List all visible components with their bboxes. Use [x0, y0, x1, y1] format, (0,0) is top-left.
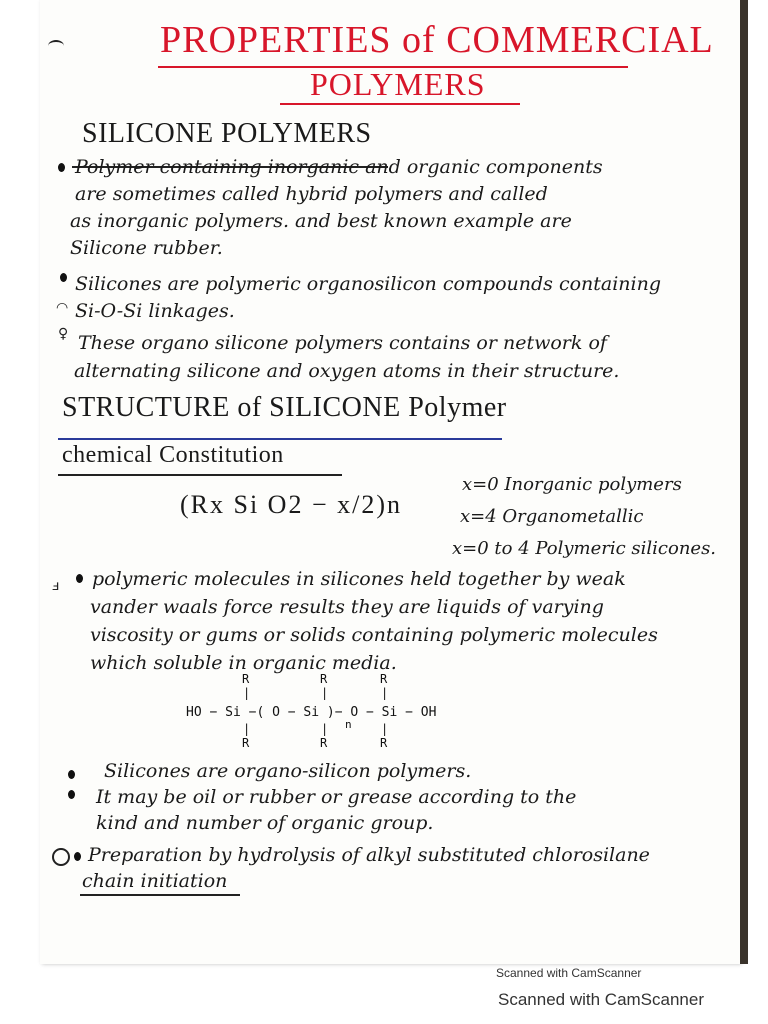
page-corner-mark	[48, 40, 64, 52]
text-line: Silicones are organo-silicon polymers.	[104, 760, 472, 782]
bond-line: |	[321, 686, 329, 700]
margin-mark-icon: ⅎ	[52, 578, 60, 594]
title-underline-2	[280, 103, 520, 105]
chem-backbone: HO − Si −( O − Si )− O − Si − OH	[186, 705, 437, 720]
bond-line: |	[381, 722, 389, 736]
r-group: R	[320, 736, 328, 750]
text-line: viscosity or gums or solids containing polymeric molecules	[90, 624, 658, 646]
r-group: R	[380, 736, 388, 750]
bullet-dot	[68, 790, 75, 799]
subheading-underline	[58, 474, 342, 476]
r-group: R	[320, 672, 328, 686]
text-line: which soluble in organic media.	[90, 652, 397, 674]
formula-note: x=0 Inorganic polymers	[462, 474, 682, 495]
title-line-2: POLYMERS	[310, 66, 486, 102]
text-line: alternating silicone and oxygen atoms in their structure.	[74, 360, 620, 382]
formula-note: x=4 Organometallic	[460, 506, 644, 527]
general-formula: (Rx Si O2 − x/2)n	[180, 490, 403, 519]
bullet-dot	[74, 852, 81, 861]
r-group: R	[242, 672, 250, 686]
r-group: R	[242, 736, 250, 750]
text-line: Silicone rubber.	[70, 237, 223, 259]
bond-line: |	[321, 722, 329, 736]
heading-structure: STRUCTURE of SILICONE Polymer	[62, 392, 507, 423]
page-edge-shadow	[740, 0, 748, 964]
text-line: Preparation by hydrolysis of alkyl substituted chlorosilane	[88, 844, 650, 866]
text-line: are sometimes called hybrid polymers and called	[75, 183, 548, 205]
scanner-stamp: Scanned with CamScanner	[496, 966, 642, 980]
heading-underline	[58, 438, 502, 440]
text-line: kind and number of organic group.	[96, 812, 434, 834]
formula-note: x=0 to 4 Polymeric silicones.	[452, 538, 717, 559]
repeat-subscript: n	[345, 718, 352, 731]
bullet-dot	[60, 273, 67, 282]
bullet-dot	[58, 163, 65, 172]
text-line: Silicones are polymeric organosilicon compounds containing	[75, 273, 662, 295]
subheading-constitution: chemical Constitution	[62, 442, 284, 468]
margin-circle-icon	[52, 848, 70, 866]
scanner-stamp-bottom: Scanned with CamScanner	[498, 990, 705, 1009]
margin-mark-icon: ◠	[56, 300, 69, 316]
text-line: These organo silicone polymers contains or network of	[78, 332, 607, 354]
text-line: polymeric molecules in silicones held together by weak	[92, 568, 626, 590]
bond-line: |	[243, 722, 251, 736]
r-group: R	[380, 672, 388, 686]
bond-line: |	[243, 686, 251, 700]
title-line-1: PROPERTIES of COMMERCIAL	[160, 19, 714, 61]
bond-line: |	[381, 686, 389, 700]
text-line: Polymer containing inorganic and organic components	[75, 156, 603, 178]
text-line: vander waals force results they are liquids of varying	[90, 596, 604, 618]
text-line: It may be oil or rubber or grease according to the	[96, 786, 577, 808]
bullet-dot	[76, 574, 83, 583]
chain-initiation-label: chain initiation	[82, 870, 228, 892]
text-line: as inorganic polymers. and best known example are	[70, 210, 572, 232]
bullet-dot	[68, 770, 75, 779]
margin-mark-icon: ♀	[58, 326, 69, 342]
heading-silicone-polymers: SILICONE POLYMERS	[82, 118, 372, 149]
text-line: Si-O-Si linkages.	[75, 300, 235, 322]
chain-underline	[80, 894, 240, 896]
